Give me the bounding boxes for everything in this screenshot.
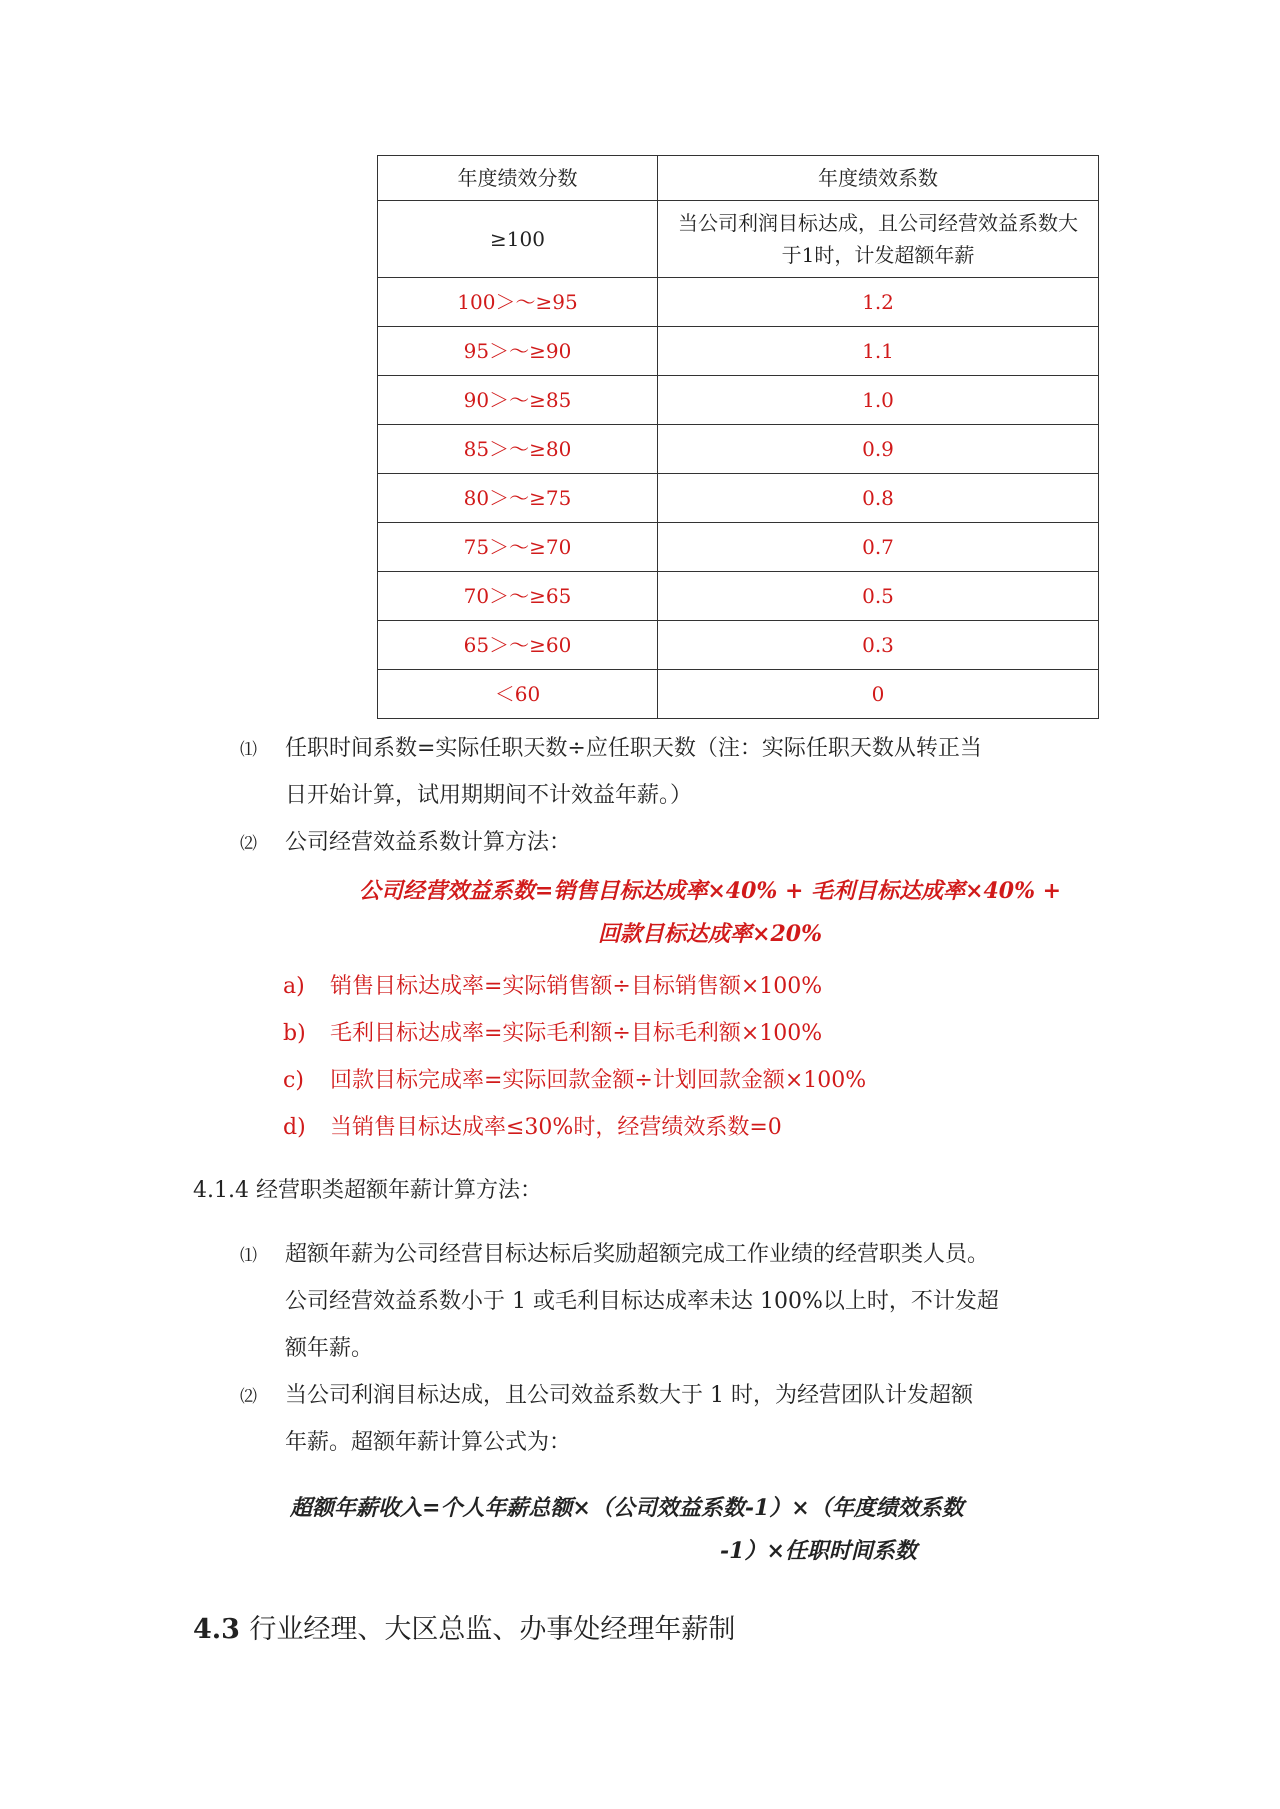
item-1-line-1: 任职时间系数=实际任职天数÷应任职天数（注：实际任职天数从转正当 <box>285 736 982 761</box>
score-cell: 65＞～≥60 <box>378 621 658 670</box>
score-cell: 75＞～≥70 <box>378 523 658 572</box>
sub-item-b-text: 毛利目标达成率=实际毛利额÷目标毛利额×100% <box>330 1021 823 1046</box>
score-cell: ≥100 <box>378 201 658 278</box>
score-cell: 85＞～≥80 <box>378 425 658 474</box>
item-1-line-2: 日开始计算，试用期期间不计效益年薪。） <box>285 783 693 808</box>
section-414-item-1-line-3: 额年薪。 <box>285 1336 374 1361</box>
coef-cell: 0.8 <box>658 474 1099 523</box>
sub-item-a-text: 销售目标达成率=实际销售额÷目标销售额×100% <box>330 974 823 999</box>
formula-efficiency-line-2: 回款目标达成率×20% <box>598 921 822 947</box>
table-row <box>378 278 1099 327</box>
table-row <box>378 201 1099 278</box>
table-row <box>378 327 1099 376</box>
coef-cell: 当公司利润目标达成，且公司经营效益系数大于1时，计发超额年薪 <box>658 201 1099 278</box>
table-row <box>378 474 1099 523</box>
section-4-3-text: 行业经理、大区总监、办事处经理年薪制 <box>249 1614 736 1645</box>
score-cell: 70＞～≥65 <box>378 572 658 621</box>
performance-coefficient-table <box>377 155 1099 719</box>
header-coef: 年度绩效系数 <box>658 156 1099 201</box>
item-1-number: ⑴ <box>240 740 257 760</box>
section-414-item-1-number: ⑴ <box>240 1246 257 1266</box>
score-cell: ＜60 <box>378 670 658 719</box>
table-row <box>378 376 1099 425</box>
coef-cell: 1.2 <box>658 278 1099 327</box>
coef-cell: 0.7 <box>658 523 1099 572</box>
score-cell: 95＞～≥90 <box>378 327 658 376</box>
table-header-row <box>378 156 1099 201</box>
item-2-text: 公司经营效益系数计算方法： <box>285 830 572 855</box>
coef-cell: 0 <box>658 670 1099 719</box>
sub-item-d-label: d) <box>283 1115 306 1140</box>
coef-cell: 1.1 <box>658 327 1099 376</box>
formula-excess-salary-line-1: 超额年薪收入=个人年薪总额×（公司效益系数-1）×（年度绩效系数 <box>290 1495 964 1521</box>
section-414-item-1-line-2: 公司经营效益系数小于 1 或毛利目标达成率未达 100%以上时，不计发超 <box>285 1289 999 1314</box>
section-4-3-heading <box>193 1607 735 1646</box>
section-414-item-2-number: ⑵ <box>240 1387 257 1407</box>
table-row <box>378 425 1099 474</box>
section-414-item-2-line-1: 当公司利润目标达成，且公司效益系数大于 1 时，为经营团队计发超额 <box>285 1383 973 1408</box>
sub-item-c-label: c) <box>283 1068 304 1093</box>
table-row <box>378 572 1099 621</box>
header-score: 年度绩效分数 <box>378 156 658 201</box>
formula-efficiency-line-1: 公司经营效益系数=销售目标达成率×40% + 毛利目标达成率×40% + <box>358 878 1062 904</box>
section-4-1-4-title: 4.1.4 经营职类超额年薪计算方法： <box>193 1178 542 1203</box>
score-cell: 80＞～≥75 <box>378 474 658 523</box>
coef-cell: 1.0 <box>658 376 1099 425</box>
formula-excess-salary-line-2: -1）×任职时间系数 <box>720 1538 917 1564</box>
section-4-3-number: 4.3 <box>193 1614 240 1645</box>
item-2-number: ⑵ <box>240 834 257 854</box>
section-414-item-2-line-2: 年薪。超额年薪计算公式为： <box>285 1430 572 1455</box>
coef-cell: 0.3 <box>658 621 1099 670</box>
coef-cell: 0.9 <box>658 425 1099 474</box>
score-cell: 90＞～≥85 <box>378 376 658 425</box>
sub-item-a-label: a) <box>283 974 305 999</box>
sub-item-c-text: 回款目标完成率=实际回款金额÷计划回款金额×100% <box>330 1068 867 1093</box>
section-414-item-1-line-1: 超额年薪为公司经营目标达标后奖励超额完成工作业绩的经营职类人员。 <box>285 1242 990 1267</box>
table-row <box>378 670 1099 719</box>
sub-item-d-text: 当销售目标达成率≤30%时，经营绩效系数=0 <box>330 1115 782 1140</box>
table-row <box>378 523 1099 572</box>
score-cell: 100＞～≥95 <box>378 278 658 327</box>
sub-item-b-label: b) <box>283 1021 306 1046</box>
coef-cell: 0.5 <box>658 572 1099 621</box>
table-row <box>378 621 1099 670</box>
